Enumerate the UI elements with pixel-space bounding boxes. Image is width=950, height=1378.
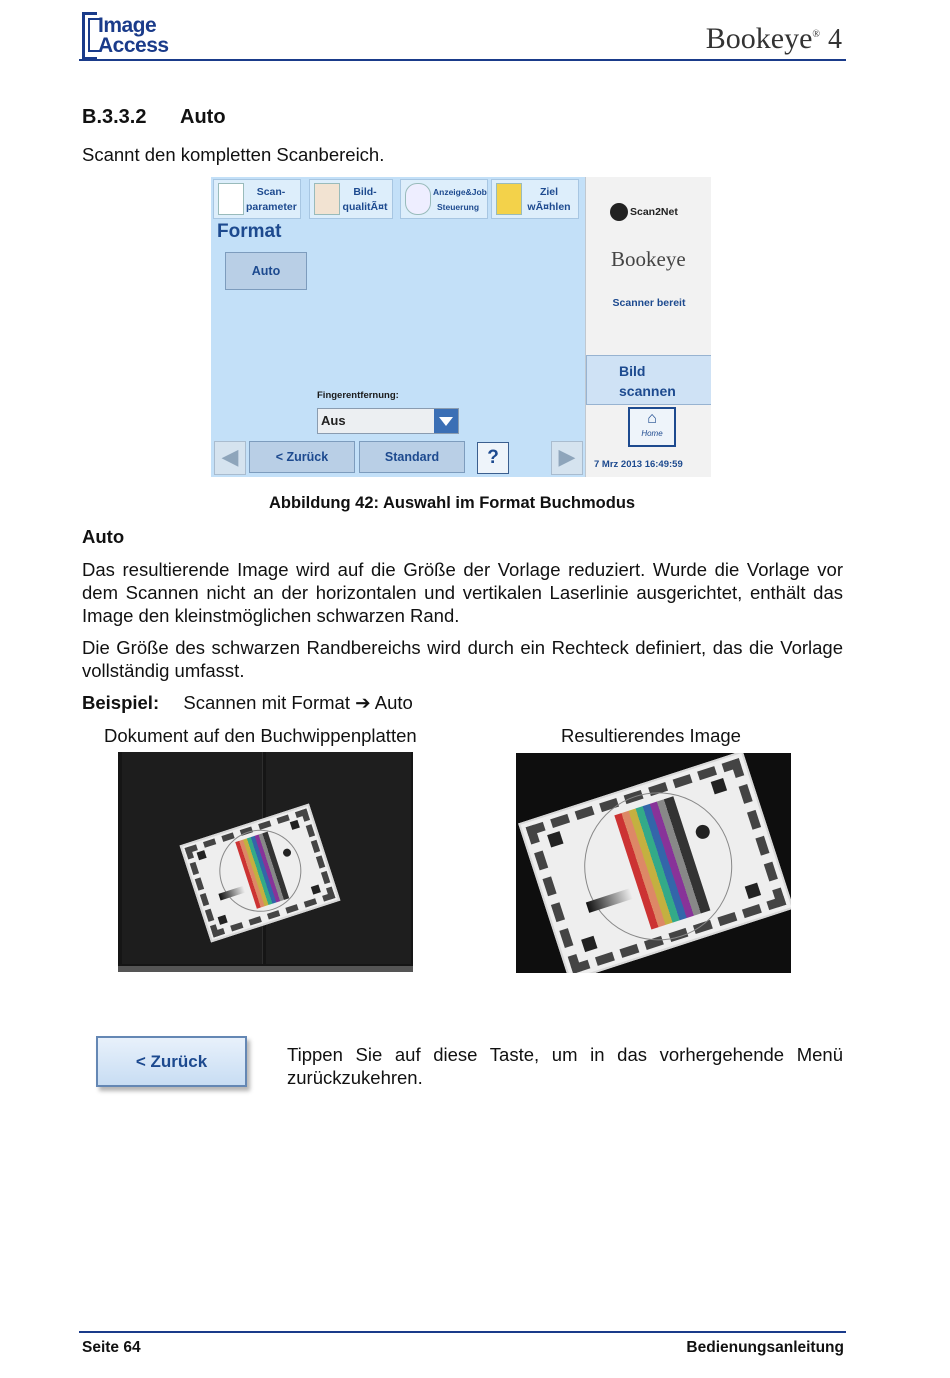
photo-document-on-cradle [118, 752, 413, 972]
image-access-logo [80, 10, 172, 60]
ui-right-panel [585, 177, 711, 477]
footer-rule [79, 1331, 846, 1333]
back-button-label: < Zurück [135, 1052, 208, 1071]
scan2net-logo-text: Scan2Net [630, 205, 678, 218]
bookeye-logo-reg: ® [812, 29, 820, 40]
section-heading [82, 106, 226, 129]
help-icon[interactable]: ? [477, 442, 509, 474]
example-text: Scannen mit Format [183, 692, 350, 713]
back-button[interactable] [96, 1036, 247, 1087]
ui-back-button[interactable]: < Zurück [249, 441, 355, 473]
finger-distance-select[interactable] [317, 408, 459, 434]
example-target: Auto [374, 692, 413, 713]
chevron-down-icon[interactable] [434, 409, 458, 433]
toolbar-display-job[interactable] [400, 179, 488, 219]
scan2net-logo-icon [610, 203, 628, 221]
home-label: Home [641, 429, 663, 438]
example-line [82, 691, 413, 714]
image-caption-right: Resultierendes Image [561, 725, 741, 746]
test-chart-card [518, 753, 791, 973]
zoom-out-icon [405, 183, 431, 215]
back-button-description: Tippen Sie auf diese Taste, um in das vorhergehende Menü zurückzukehren. [287, 1044, 843, 1088]
section-intro: Scannt den kompletten Scanbereich. [82, 144, 385, 165]
auto-heading: Auto [82, 526, 125, 547]
bookeye-logo-version: 4 [828, 24, 842, 55]
bookeye-logo-text: Bookeye [705, 22, 813, 55]
scan-button-line2: scannen [619, 383, 676, 399]
page-number: Seite 64 [82, 1339, 141, 1356]
format-title: Format [217, 221, 282, 242]
section-title: Auto [180, 106, 226, 128]
paragraph-1: Das resultierende Image wird auf die Größe der Vorlage reduziert. Wurde die Vorlage vor dem Scannen nicht an der horizontalen und vertikalen Laserlinie ausgerichtet, enthält das Image den kleinstmöglichen schwarzen Rand. [82, 559, 843, 626]
toolbar-label: Anzeige&Job Steuerung [433, 187, 487, 212]
figure-caption: Abbildung 42: Auswahl im Format Buchmodus [269, 494, 636, 512]
arrow-left-icon[interactable]: ◀ [214, 441, 246, 475]
header-rule [79, 59, 846, 61]
toolbar-label: Bild- qualitÃ¤t [342, 186, 388, 213]
logo-line-1: Image [98, 14, 157, 37]
scanner-ui-screenshot [211, 177, 711, 477]
finger-distance-value: Aus [321, 413, 346, 428]
toolbar-scan-parameter[interactable] [213, 179, 301, 219]
toolbar-image-quality[interactable] [309, 179, 393, 219]
box-arrow-icon [496, 183, 522, 215]
document-title: Bedienungsanleitung [686, 1339, 844, 1356]
logo-line-2: Access [98, 34, 169, 57]
toolbar-select-target[interactable] [491, 179, 579, 219]
home-button[interactable] [628, 407, 676, 447]
ui-datetime: 7 Mrz 2013 16:49:59 [594, 459, 683, 470]
scan2net-logo [610, 203, 678, 221]
scan-image-button[interactable] [586, 355, 711, 405]
image-caption-left: Dokument auf den Buchwippenplatten [104, 725, 417, 746]
document-icon [218, 183, 244, 215]
scan-button-line1: Bild [619, 363, 646, 379]
ui-standard-button[interactable]: Standard [359, 441, 465, 473]
auto-format-button[interactable]: Auto [225, 252, 307, 290]
arrow-right-icon[interactable]: ▶ [551, 441, 583, 475]
photo-resulting-image [516, 753, 791, 973]
example-label: Beispiel: [82, 692, 160, 713]
toolbar-label: Scan- parameter [246, 186, 297, 213]
scanner-status: Scanner bereit [612, 297, 686, 309]
arrow-right-icon: ➔ [355, 692, 371, 713]
section-number: B.3.3.2 [82, 106, 147, 128]
home-icon: ⌂ [647, 410, 657, 427]
paragraph-2: Die Größe des schwarzen Randbereichs wird durch ein Rechteck definiert, das die Vorlage vollständig umfasst. [82, 637, 843, 681]
ui-bookeye-logo: Bookeye [611, 247, 686, 271]
toolbar-label: Ziel wÃ¤hlen [527, 186, 571, 213]
bookeye-logo [706, 22, 842, 56]
finger-distance-label: Fingerentfernung: [317, 390, 399, 401]
magnifier-icon [314, 183, 340, 215]
